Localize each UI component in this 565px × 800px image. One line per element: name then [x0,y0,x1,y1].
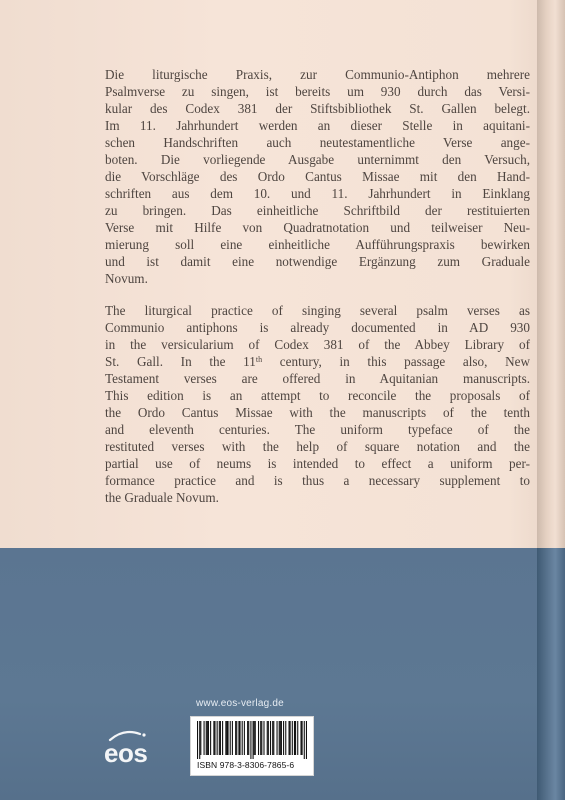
german-line: schen Handschriften auch neutestamentliche Verse ange- [105,135,530,150]
barcode-bar [238,721,239,755]
barcode-bar [206,721,207,755]
barcode-bars-icon [197,721,307,759]
barcode-bar [272,721,273,755]
english-line: This edition is an attempt to reconcile the proposals of [105,388,530,403]
german-line: die Vorschläge des Ordo Cantus Missae mit den Hand- [105,169,530,184]
publisher-logo [104,728,160,768]
barcode-bar [253,721,254,759]
barcode-bar [294,721,295,755]
barcode-bar [258,721,259,755]
english-text-fragment: St. Gall. In the 11 [105,354,256,369]
barcode-bar [230,721,231,755]
english-line: in the versicularium of Codex 381 of the Abbey Library of [105,337,530,352]
german-line: schriften aus dem 10. und 11. Jahrhundert in Einklang [105,186,530,201]
barcode-bar [242,721,243,755]
barcode-bar [197,721,198,759]
barcode-bar [270,721,271,755]
english-line: formance practice and is thus a necessary supplement to [105,473,530,488]
german-line: und ist damit eine notwendige Ergänzung zum Graduale [105,254,530,269]
german-line: Psalmverse zu singen, ist bereits um 930 durch das Versi- [105,84,530,99]
english-line: the Graduale Novum. [105,490,219,505]
barcode-bar [295,721,296,755]
german-description [105,66,530,287]
barcode-bar [204,721,205,755]
book-spine-lower [537,548,565,800]
barcode-bar [217,721,218,755]
barcode-bar [260,721,261,755]
publisher-website: www.eos-verlag.de [196,698,284,709]
barcode-bar [288,721,289,755]
barcode-bar [261,721,262,755]
german-line: Im 11. Jahrhundert werden an dieser Stelle in aquitani- [105,118,530,133]
barcode-bar [300,721,301,755]
barcode-bar [210,721,211,755]
barcode [190,716,314,776]
barcode-bar [250,721,251,759]
german-line: Novum. [105,271,148,286]
isbn-number: ISBN 978-3-8306-7865-6 [197,760,295,770]
german-line: Verse mit Hilfe von Quadratnotation und teilweiser Neu- [105,220,530,235]
barcode-bar [208,721,209,755]
english-line: Communio antiphons is already documented in AD 930 [105,320,530,335]
german-line: boten. Die vorliegende Ausgabe unternimmt den Versuch, [105,152,530,167]
german-line: zu bringen. Das einheitliche Schriftbild der restituierten [105,203,530,218]
barcode-bar [292,721,293,755]
barcode-bar [280,721,281,755]
barcode-bar [199,721,200,759]
english-line: and eleventh centuries. The uniform typeface of the [105,422,530,437]
barcode-bar [267,721,268,755]
barcode-bar [297,721,298,755]
barcode-bar [304,721,305,759]
barcode-bar [255,721,256,755]
german-line: mierung soll eine einheitliche Aufführungspraxis bewirken [105,237,530,252]
ordinal-superscript: th [255,355,263,364]
english-line: the Ordo Cantus Missae with the manuscripts of the tenth [105,405,530,420]
barcode-bar [277,721,278,755]
barcode-bar [222,721,223,755]
barcode-bar [219,721,220,755]
barcode-bar [228,721,229,755]
barcode-bar [236,721,237,755]
barcode-bar [263,721,264,755]
barcode-bar [244,721,245,755]
english-text-fragment: century, in this passage also, New [262,354,530,369]
barcode-bar [214,721,215,755]
barcode-bar [306,721,307,759]
barcode-bar [279,721,280,755]
english-line: restituted verses with the help of square notation and the [105,439,530,454]
barcode-bar [285,721,286,755]
barcode-bar [235,721,236,755]
german-line: Die liturgische Praxis, zur Communio-Antiphon mehrere [105,67,530,82]
barcode-bar [281,721,282,755]
english-description [105,302,530,506]
barcode-bar [207,721,208,755]
barcode-bar [268,721,269,755]
barcode-bar [239,721,240,755]
english-line: partial use of neums is intended to effect a uniform per- [105,456,530,471]
barcode-bar [283,721,284,755]
barcode-bar [226,721,227,755]
barcode-bar [220,721,221,755]
barcode-bar [273,721,274,755]
barcode-bar [247,721,248,755]
barcode-bar [232,721,233,755]
barcode-bar [248,721,249,755]
english-line: Testament verses are offered in Aquitanian manuscripts. [105,371,530,386]
barcode-bar [290,721,291,755]
barcode-bar [302,721,303,755]
german-line: kular des Codex 381 der Stiftsbibliothek St. Gallen belegt. [105,101,530,116]
publisher-logo-text: eos [104,738,148,768]
barcode-bar [200,721,201,755]
barcode-bar [213,721,214,755]
barcode-bar [225,721,226,755]
english-line: The liturgical practice of singing several psalm verses as [105,303,530,318]
english-line-with-superscript [105,353,530,370]
barcode-bar [254,721,255,755]
